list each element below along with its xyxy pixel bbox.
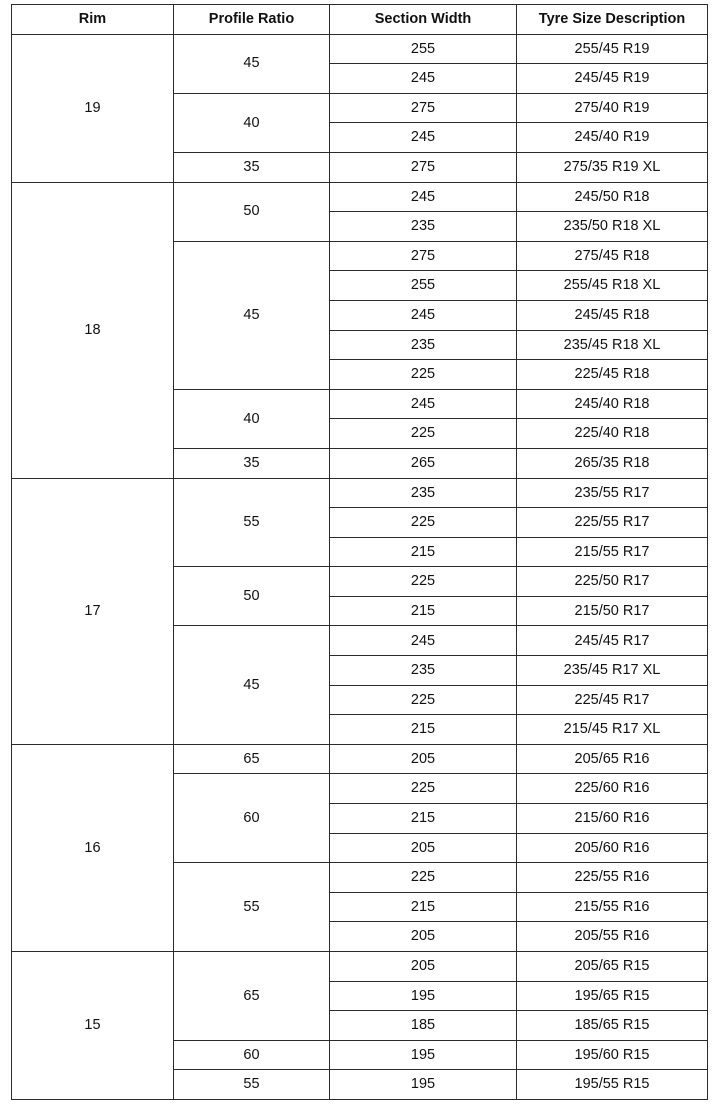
section-width-cell: 245 <box>330 64 517 94</box>
rim-cell: 15 <box>12 952 174 1100</box>
tyre-size-description-cell: 185/65 R15 <box>517 1011 708 1041</box>
table-header <box>12 5 708 35</box>
tyre-size-description-cell: 235/45 R18 XL <box>517 330 708 360</box>
tyre-size-description-cell: 215/45 R17 XL <box>517 715 708 745</box>
tyre-size-description-cell: 255/45 R18 XL <box>517 271 708 301</box>
table-row <box>12 182 708 212</box>
header-row <box>12 5 708 35</box>
profile-ratio-cell: 55 <box>174 863 330 952</box>
profile-ratio-cell: 35 <box>174 152 330 182</box>
profile-ratio-cell: 45 <box>174 626 330 744</box>
section-width-header: Section Width <box>330 5 517 35</box>
tyre-size-description-cell: 225/55 R17 <box>517 508 708 538</box>
section-width-cell: 235 <box>330 656 517 686</box>
section-width-cell: 215 <box>330 804 517 834</box>
rim-cell: 17 <box>12 478 174 744</box>
table-body <box>12 34 708 1099</box>
rim-cell: 19 <box>12 34 174 182</box>
tyre-size-description-cell: 255/45 R19 <box>517 34 708 64</box>
section-width-cell: 215 <box>330 596 517 626</box>
section-width-cell: 205 <box>330 833 517 863</box>
section-width-cell: 225 <box>330 419 517 449</box>
section-width-cell: 225 <box>330 508 517 538</box>
tyre-size-description-cell: 225/60 R16 <box>517 774 708 804</box>
section-width-cell: 245 <box>330 626 517 656</box>
profile-ratio-cell: 40 <box>174 93 330 152</box>
table-row <box>12 34 708 64</box>
tyre-size-description-cell: 225/45 R17 <box>517 685 708 715</box>
tyre-size-description-cell: 245/50 R18 <box>517 182 708 212</box>
tyre-size-description-cell: 215/60 R16 <box>517 804 708 834</box>
section-width-cell: 245 <box>330 182 517 212</box>
section-width-cell: 235 <box>330 478 517 508</box>
section-width-cell: 205 <box>330 744 517 774</box>
section-width-cell: 205 <box>330 922 517 952</box>
rim-cell: 18 <box>12 182 174 478</box>
profile-ratio-cell: 65 <box>174 744 330 774</box>
section-width-cell: 235 <box>330 330 517 360</box>
table-row <box>12 478 708 508</box>
section-width-cell: 255 <box>330 34 517 64</box>
tyre-size-description-cell: 245/45 R18 <box>517 300 708 330</box>
section-width-cell: 225 <box>330 774 517 804</box>
section-width-cell: 225 <box>330 360 517 390</box>
section-width-cell: 245 <box>330 300 517 330</box>
section-width-cell: 225 <box>330 685 517 715</box>
tyre-size-description-cell: 205/65 R16 <box>517 744 708 774</box>
profile-ratio-cell: 35 <box>174 448 330 478</box>
rim-header: Rim <box>12 5 174 35</box>
section-width-cell: 255 <box>330 271 517 301</box>
tyre-size-description-cell: 195/65 R15 <box>517 981 708 1011</box>
profile-ratio-header: Profile Ratio <box>174 5 330 35</box>
profile-ratio-cell: 45 <box>174 34 330 93</box>
section-width-cell: 275 <box>330 152 517 182</box>
tyre-size-description-cell: 215/50 R17 <box>517 596 708 626</box>
tyre-size-description-cell: 235/55 R17 <box>517 478 708 508</box>
profile-ratio-cell: 60 <box>174 1040 330 1070</box>
section-width-cell: 195 <box>330 981 517 1011</box>
section-width-cell: 215 <box>330 715 517 745</box>
tyre-size-table <box>11 4 708 1100</box>
section-width-cell: 195 <box>330 1070 517 1100</box>
rim-cell: 16 <box>12 744 174 951</box>
section-width-cell: 215 <box>330 892 517 922</box>
tyre-size-description-cell: 245/40 R18 <box>517 389 708 419</box>
profile-ratio-cell: 45 <box>174 241 330 389</box>
tyre-size-description-cell: 225/55 R16 <box>517 863 708 893</box>
section-width-cell: 205 <box>330 952 517 982</box>
section-width-cell: 245 <box>330 123 517 153</box>
tyre-size-description-cell: 235/50 R18 XL <box>517 212 708 242</box>
tyre-size-description-cell: 225/50 R17 <box>517 567 708 597</box>
section-width-cell: 265 <box>330 448 517 478</box>
section-width-cell: 245 <box>330 389 517 419</box>
tyre-size-description-cell: 195/55 R15 <box>517 1070 708 1100</box>
section-width-cell: 225 <box>330 863 517 893</box>
section-width-cell: 275 <box>330 93 517 123</box>
tyre-size-description-cell: 205/65 R15 <box>517 952 708 982</box>
section-width-cell: 275 <box>330 241 517 271</box>
tyre-size-description-cell: 215/55 R16 <box>517 892 708 922</box>
tyre-size-description-cell: 245/40 R19 <box>517 123 708 153</box>
section-width-cell: 225 <box>330 567 517 597</box>
profile-ratio-cell: 55 <box>174 1070 330 1100</box>
tyre-size-description-cell: 195/60 R15 <box>517 1040 708 1070</box>
table-row <box>12 952 708 982</box>
profile-ratio-cell: 50 <box>174 182 330 241</box>
section-width-cell: 195 <box>330 1040 517 1070</box>
tyre-size-description-cell: 205/60 R16 <box>517 833 708 863</box>
tyre-size-description-cell: 205/55 R16 <box>517 922 708 952</box>
tyre-size-description-cell: 225/45 R18 <box>517 360 708 390</box>
profile-ratio-cell: 55 <box>174 478 330 567</box>
table-row <box>12 744 708 774</box>
tyre-size-description-cell: 225/40 R18 <box>517 419 708 449</box>
tyre-size-description-cell: 245/45 R17 <box>517 626 708 656</box>
tyre-size-description-cell: 235/45 R17 XL <box>517 656 708 686</box>
profile-ratio-cell: 40 <box>174 389 330 448</box>
profile-ratio-cell: 60 <box>174 774 330 863</box>
tyre-size-description-cell: 275/35 R19 XL <box>517 152 708 182</box>
tyre-size-description-header: Tyre Size Description <box>517 5 708 35</box>
profile-ratio-cell: 50 <box>174 567 330 626</box>
section-width-cell: 215 <box>330 537 517 567</box>
profile-ratio-cell: 65 <box>174 952 330 1041</box>
tyre-size-description-cell: 215/55 R17 <box>517 537 708 567</box>
tyre-size-description-cell: 245/45 R19 <box>517 64 708 94</box>
tyre-size-description-cell: 265/35 R18 <box>517 448 708 478</box>
tyre-size-description-cell: 275/45 R18 <box>517 241 708 271</box>
tyre-size-description-cell: 275/40 R19 <box>517 93 708 123</box>
section-width-cell: 235 <box>330 212 517 242</box>
section-width-cell: 185 <box>330 1011 517 1041</box>
